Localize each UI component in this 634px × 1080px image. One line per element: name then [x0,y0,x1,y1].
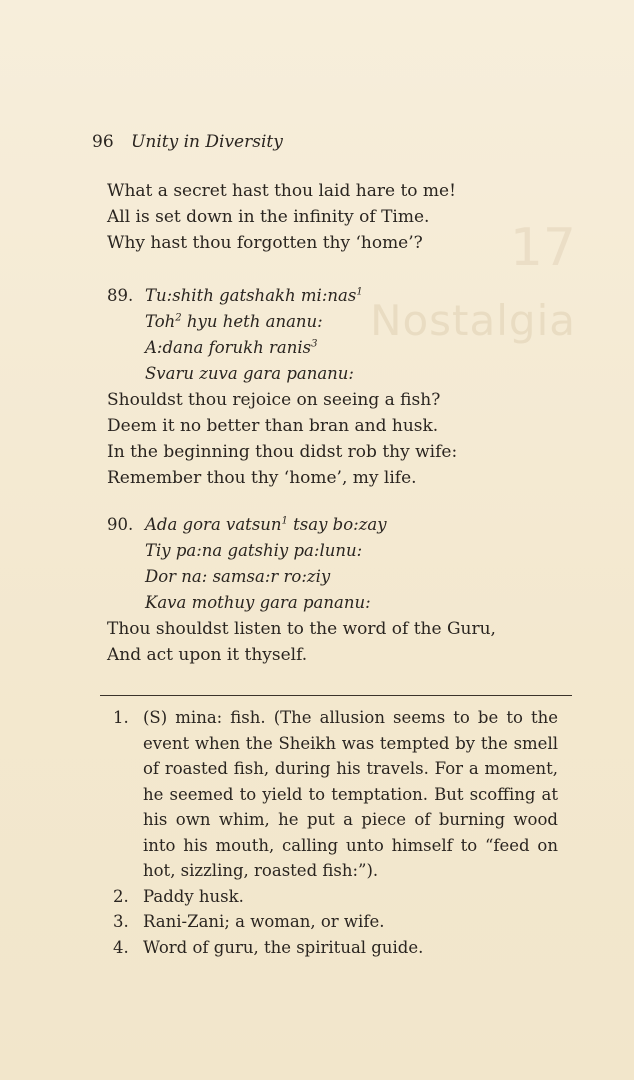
kashmiri-line: Ada gora vatsun$^1$ tsay bo:zay [145,515,387,534]
stanza-line: Why hast thou forgotten thy ‘home’? [107,233,423,253]
kashmiri-line: Tu:shith gatshakh mi:nas$^1$ [145,286,363,305]
bleed-through-chapter-number: 17 [509,218,576,278]
bleed-through-chapter-title: Nostalgia [370,296,576,345]
translation-line: In the beginning thou didst rob thy wife: [107,442,458,462]
footnote-text: (S) mina: fish. (The allusion seems to be to the event when the Sheikh was tempted by the smell of roasted fish, during his travels. For a moment, he seemed to yield to temptation. But scoffing at his own whim, he put a piece of burning wood into his mouth, calling unto himself to “feed on hot, sizzling, roasted fish:”). [143,708,558,880]
footnotes [113,705,558,960]
translation-line: Remember thou thy ‘home’, my life. [107,468,417,488]
running-header [92,132,283,152]
translation-line: And act upon it thyself. [107,645,308,665]
footnote-text: Word of guru, the spiritual guide. [143,937,424,957]
footnote [113,705,558,884]
translation-line: Deem it no better than bran and husk. [107,416,439,436]
kashmiri-line: Kava mothuy gara pananu: [145,593,371,612]
footnote-number: 1. [113,708,129,727]
translation-line: Thou shouldst listen to the word of the Guru, [107,619,496,639]
footnote-text: Rani-Zani; a woman, or wife. [143,912,385,931]
footnote [113,935,558,961]
kashmiri-line: A:dana forukh ranis$^3$ [145,338,318,357]
kashmiri-line: Dor na: samsa:r ro:ziy [145,567,331,586]
translation-line: Shouldst thou rejoice on seeing a fish? [107,390,441,410]
verse-89 [107,283,363,387]
stanza-line: What a secret hast thou laid hare to me! [107,181,456,201]
footnote-number: 2. [113,886,129,906]
translation-90 [107,616,496,668]
footnote [113,909,558,935]
footnote-number: 4. [113,937,129,957]
verse-90 [107,512,387,616]
footnote-divider [100,695,572,696]
translation-89 [107,387,457,491]
footnote [113,884,558,910]
verse-number: 90. [107,515,134,534]
footnote-number: 3. [113,912,129,931]
page-number: 96 [92,132,114,152]
running-title: Unity in Diversity [131,132,283,152]
stanza-line: All is set down in the infinity of Time. [107,207,430,227]
kashmiri-line: Svaru zuva gara pananu: [145,364,354,383]
verse-number: 89. [107,286,134,305]
kashmiri-line: Tiy pa:na gatshiy pa:lunu: [145,541,363,560]
kashmiri-line: Toh$^2$ hyu heth ananu: [145,312,323,331]
footnote-text: Paddy husk. [143,886,244,906]
stanza-continued [107,178,456,256]
